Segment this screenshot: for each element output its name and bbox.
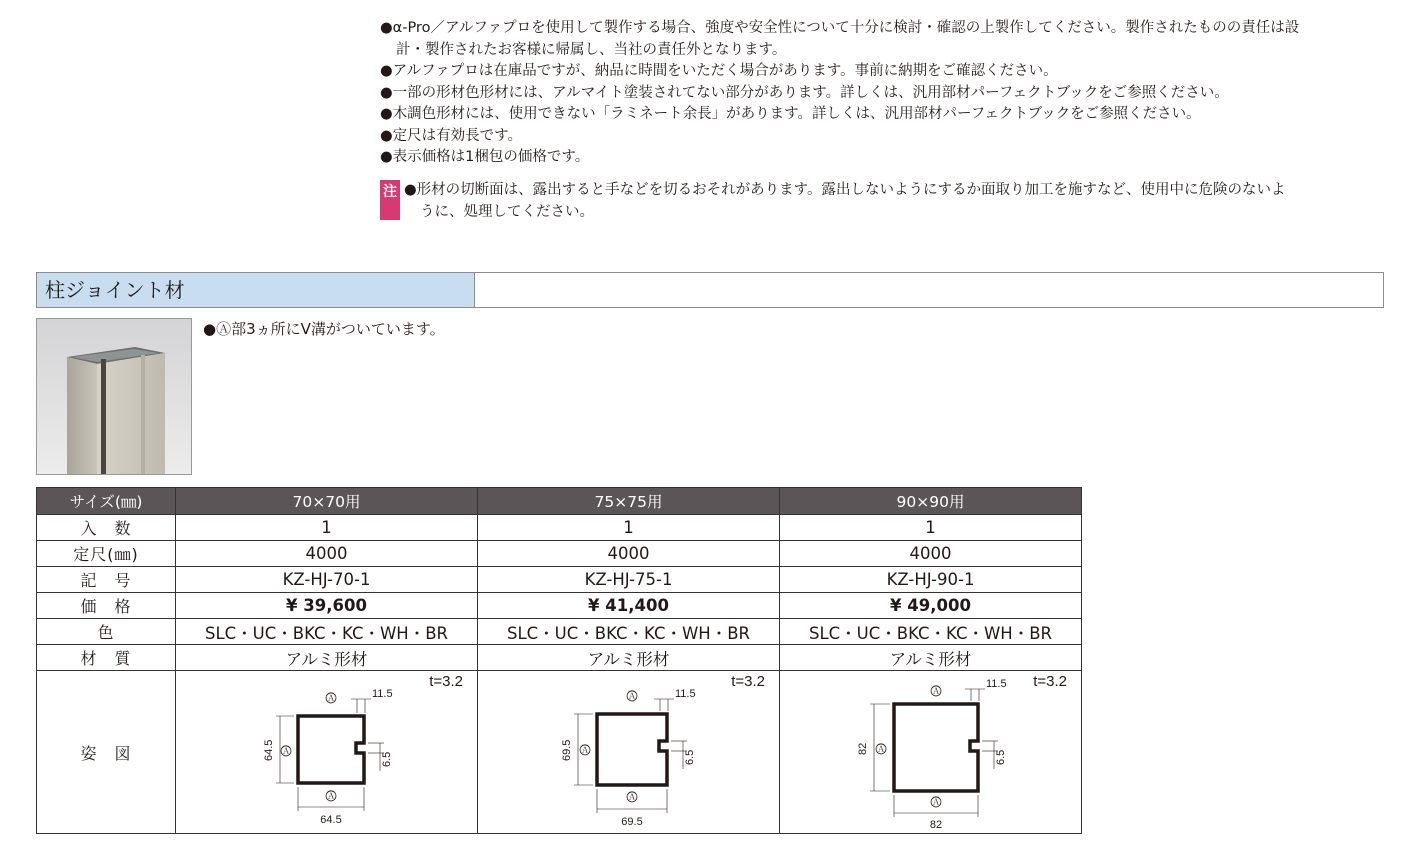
mark-a-left: Ⓐ bbox=[875, 743, 887, 756]
row-label: 入 数 bbox=[37, 515, 176, 541]
mark-a-bottom: Ⓐ bbox=[626, 791, 638, 804]
thickness-label: t=3.2 bbox=[429, 673, 463, 690]
caution-note bbox=[380, 180, 1390, 223]
header-size-label: サイズ(㎜) bbox=[37, 488, 176, 515]
table-row bbox=[37, 619, 1082, 645]
table-cell: 1 bbox=[176, 515, 478, 541]
table-row bbox=[37, 541, 1082, 567]
notes-list bbox=[380, 18, 1390, 169]
caution-mark: 注 bbox=[380, 180, 400, 220]
row-label: 材 質 bbox=[37, 645, 176, 671]
groove-height-label: 6.5 bbox=[684, 749, 696, 765]
price-cell: ¥ 41,400 bbox=[478, 593, 780, 619]
note-1: ●α-Pro／アルファプロを使用して製作する場合、強度や安全性について十分に検討・確認の上製作してください。製作されたものの責任は設 計・製作されたお客様に帰属し、当社の責任外となります。 bbox=[380, 20, 1300, 58]
mark-a-left: Ⓐ bbox=[280, 745, 292, 758]
profile-diagram-70 bbox=[176, 671, 478, 833]
note-6: ●表示価格は1梱包の価格です。 bbox=[380, 149, 590, 165]
mark-a-bottom: Ⓐ bbox=[325, 790, 337, 803]
header-size-75: 75×75用 bbox=[478, 488, 780, 515]
post-joint-illustration bbox=[37, 319, 192, 475]
profile-figure-75 bbox=[478, 671, 780, 834]
table-cell: 4000 bbox=[478, 541, 780, 567]
groove-width-label: 11.5 bbox=[372, 688, 393, 700]
groove-width-label: 11.5 bbox=[675, 688, 696, 700]
table-cell: KZ-HJ-70-1 bbox=[176, 567, 478, 593]
table-cell: アルミ形材 bbox=[176, 645, 478, 671]
caution-line-1: ●形材の切断面は、露出すると手などを切るおそれがあります。露出しないようにするか面取り加工を施すなど、使用中に危険のないよ bbox=[404, 182, 1286, 198]
table-cell: アルミ形材 bbox=[478, 645, 780, 671]
profile-diagram-75 bbox=[478, 671, 780, 833]
table-cell: KZ-HJ-90-1 bbox=[780, 567, 1082, 593]
mark-a-top: Ⓐ bbox=[325, 692, 337, 705]
table-cell: 1 bbox=[478, 515, 780, 541]
caution-line-2: うに、処理してください。 bbox=[420, 203, 594, 220]
table-cell: KZ-HJ-75-1 bbox=[478, 567, 780, 593]
table-row bbox=[37, 593, 1082, 619]
width-label: 64.5 bbox=[320, 814, 342, 826]
table-cell: 1 bbox=[780, 515, 1082, 541]
mark-a-top: Ⓐ bbox=[626, 690, 638, 703]
price-cell: ¥ 39,600 bbox=[176, 593, 478, 619]
height-label: 64.5 bbox=[263, 739, 275, 761]
figure-row bbox=[37, 671, 1082, 834]
mark-a-bottom: Ⓐ bbox=[930, 796, 942, 809]
product-photo bbox=[36, 318, 192, 475]
profile-figure-90 bbox=[780, 671, 1082, 834]
thickness-label: t=3.2 bbox=[731, 673, 765, 690]
table-row bbox=[37, 567, 1082, 593]
mark-a-left: Ⓐ bbox=[579, 744, 591, 757]
width-label: 69.5 bbox=[621, 816, 643, 828]
header-size-90: 90×90用 bbox=[780, 488, 1082, 515]
row-label: 姿 図 bbox=[37, 671, 176, 834]
section-title: 柱ジョイント材 bbox=[37, 273, 475, 307]
note-5: ●定尺は有効長です。 bbox=[380, 127, 522, 144]
note-4: ●木調色形材には、使用できない「ラミネート余長」があります。詳しくは、汎用部材パーフェクトブックをご参照ください。 bbox=[380, 106, 1201, 122]
section-header bbox=[36, 272, 1384, 308]
groove-width-label: 11.5 bbox=[986, 678, 1007, 690]
table-cell: SLC・UC・BKC・KC・WH・BR bbox=[780, 619, 1082, 645]
feature-note: ●Ⓐ部3ヵ所にV溝がついています。 bbox=[203, 320, 445, 338]
row-label: 記 号 bbox=[37, 567, 176, 593]
table-cell: 4000 bbox=[176, 541, 478, 567]
note-3: ●一部の形材色形材には、アルマイト塗装されてない部分があります。詳しくは、汎用部材パーフェクトブックをご参照ください。 bbox=[380, 84, 1229, 101]
spec-table bbox=[36, 487, 1082, 834]
table-cell: SLC・UC・BKC・KC・WH・BR bbox=[176, 619, 478, 645]
table-header-row bbox=[37, 488, 1082, 515]
profile-figure-70 bbox=[176, 671, 478, 834]
header-size-70: 70×70用 bbox=[176, 488, 478, 515]
groove-height-label: 6.5 bbox=[995, 749, 1007, 765]
table-cell: 4000 bbox=[780, 541, 1082, 567]
row-label: 価 格 bbox=[37, 593, 176, 619]
note-2: ●アルファプロは在庫品ですが、納品に時間をいただく場合があります。事前に納期をご確認ください。 bbox=[380, 63, 1058, 79]
table-cell: SLC・UC・BKC・KC・WH・BR bbox=[478, 619, 780, 645]
profile-diagram-90 bbox=[780, 671, 1082, 833]
thickness-label: t=3.2 bbox=[1033, 673, 1067, 690]
table-row bbox=[37, 645, 1082, 671]
groove-height-label: 6.5 bbox=[381, 751, 393, 767]
row-label: 色 bbox=[37, 619, 176, 645]
height-label: 82 bbox=[857, 742, 869, 755]
table-row bbox=[37, 515, 1082, 541]
row-label: 定尺(㎜) bbox=[37, 541, 176, 567]
table-cell: アルミ形材 bbox=[780, 645, 1082, 671]
height-label: 69.5 bbox=[561, 739, 573, 761]
width-label: 82 bbox=[929, 819, 943, 831]
price-cell: ¥ 49,000 bbox=[780, 593, 1082, 619]
mark-a-top: Ⓐ bbox=[930, 685, 942, 698]
